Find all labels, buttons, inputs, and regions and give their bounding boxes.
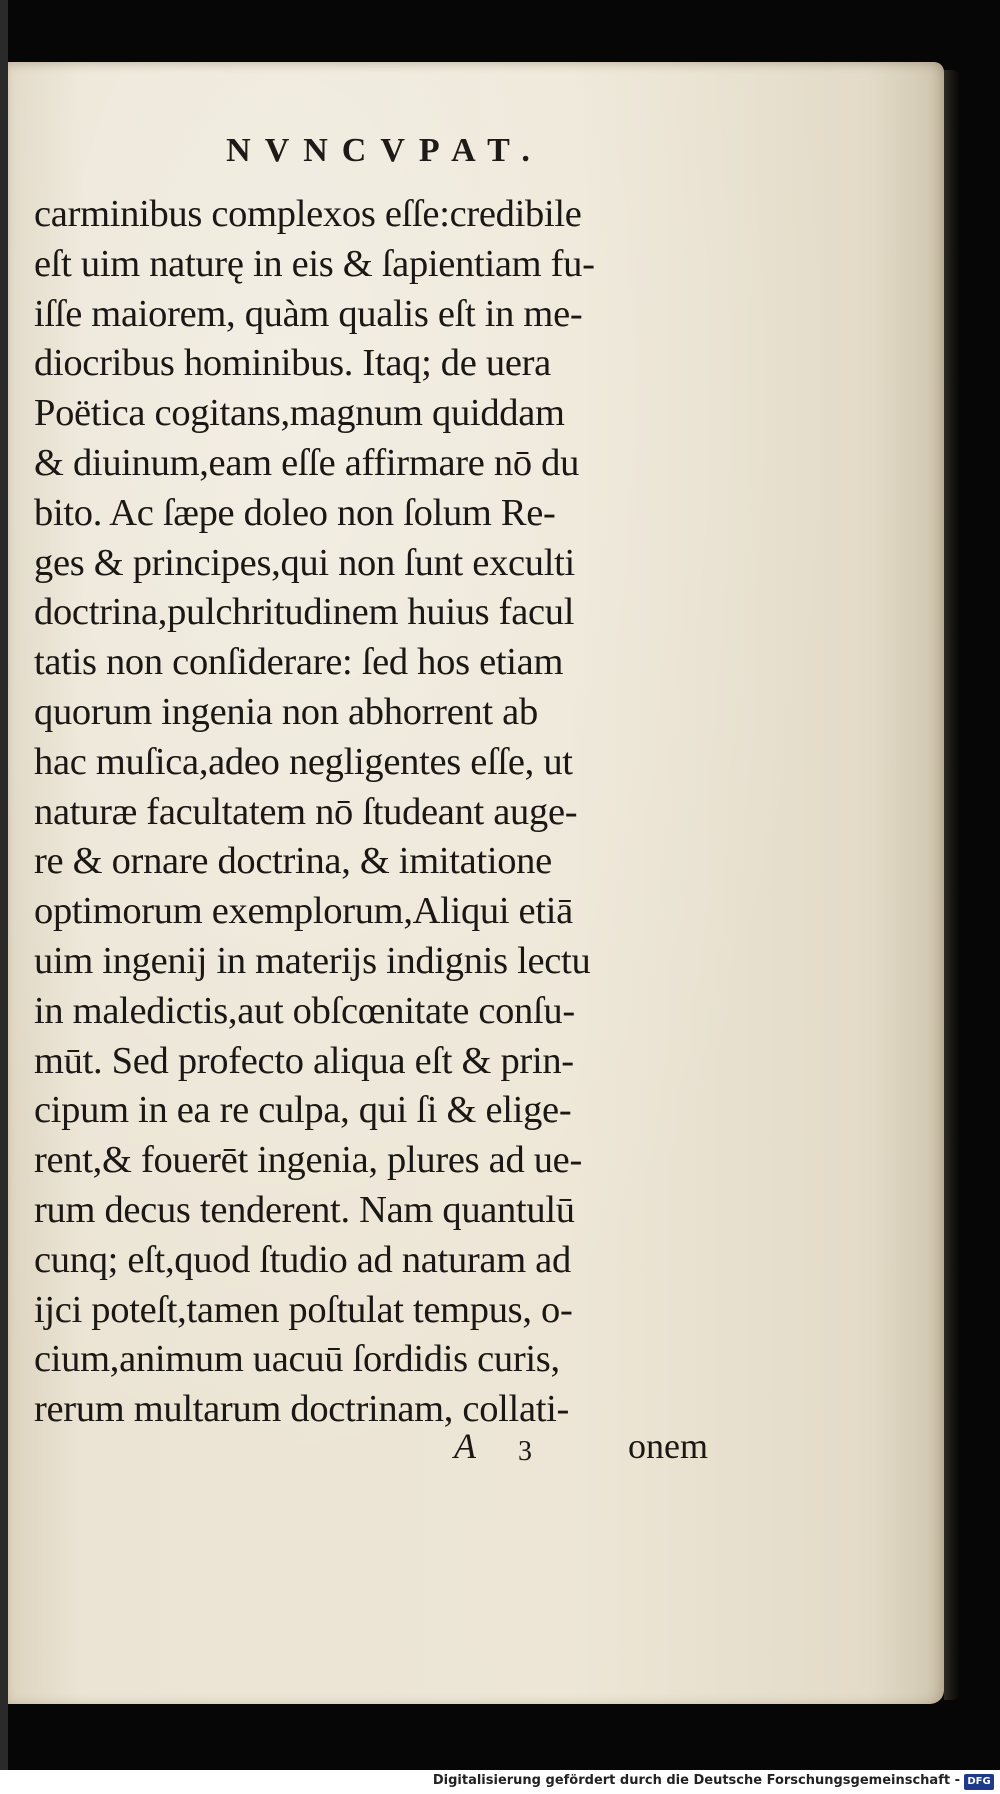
text-line: tatis non conſiderare: ſed hos etiam	[34, 641, 564, 684]
text-line: ijci poteſt,tamen poſtulat tempus, o-	[34, 1288, 573, 1331]
dfg-logo: DFG	[964, 1774, 994, 1790]
signature-mark: A	[454, 1426, 476, 1466]
text-line: cunq; eſt,quod ſtudio ad naturam ad	[34, 1238, 571, 1281]
text-line: re & ornare doctrina, & imitatione	[34, 840, 552, 883]
scan-left-edge	[0, 0, 8, 1794]
text-line: bito. Ac ſæpe doleo non ſolum Re-	[34, 491, 556, 534]
catchword: onem	[628, 1426, 708, 1466]
text-line: cipum in ea re culpa, qui ſi & elige-	[34, 1089, 572, 1132]
text-line: quorum ingenia non abhorrent ab	[34, 690, 538, 733]
text-line: cium,animum uacuū ſordidis curis,	[34, 1338, 560, 1381]
text-line: rent,& fouerēt ingenia, plures ad ue-	[34, 1139, 582, 1182]
text-line: rerum multarum doctrinam, collati-	[34, 1388, 570, 1431]
text-line: Poëtica cogitans,magnum quiddam	[34, 392, 565, 435]
text-line: optimorum exemplorum,Aliqui etiā	[34, 890, 573, 933]
footer-credit: Digitalisierung gefördert durch die Deutsche Forschungsgemeinschaft -	[432, 1773, 960, 1788]
text-line: iſſe maiorem, quàm qualis eſt in me-	[34, 292, 583, 335]
text-line: mūt. Sed profecto aliqua eſt & prin-	[34, 1039, 574, 1082]
text-line: uim ingenij in materijs indignis lectu	[34, 939, 591, 982]
signature-number: 3	[518, 1436, 532, 1467]
text-line: ges & principes,qui non ſunt exculti	[34, 541, 575, 584]
text-line: diocribus hominibus. Itaq; de uera	[34, 342, 551, 385]
text-line: in maledictis,aut obſcœnitate conſu-	[34, 989, 575, 1032]
page-fore-edge	[944, 70, 960, 1700]
text-line: & diuinum,eam eſſe affirmare nō du	[34, 441, 580, 484]
running-head: NVNCVPAT.	[226, 132, 544, 169]
text-line: rum decus tenderent. Nam quantulū	[34, 1188, 575, 1231]
text-line: naturæ facultatem nō ſtudeant auge-	[34, 790, 578, 833]
text-line: doctrina,pulchritudinem huius facul	[34, 591, 575, 634]
body-text	[34, 190, 734, 1435]
text-line: carminibus complexos eſſe:credibile	[34, 193, 582, 235]
text-line: hac muſica,adeo negligentes eſſe, ut	[34, 740, 573, 783]
text-line: eſt uim naturę in eis & ſapientiam fu-	[34, 242, 595, 285]
